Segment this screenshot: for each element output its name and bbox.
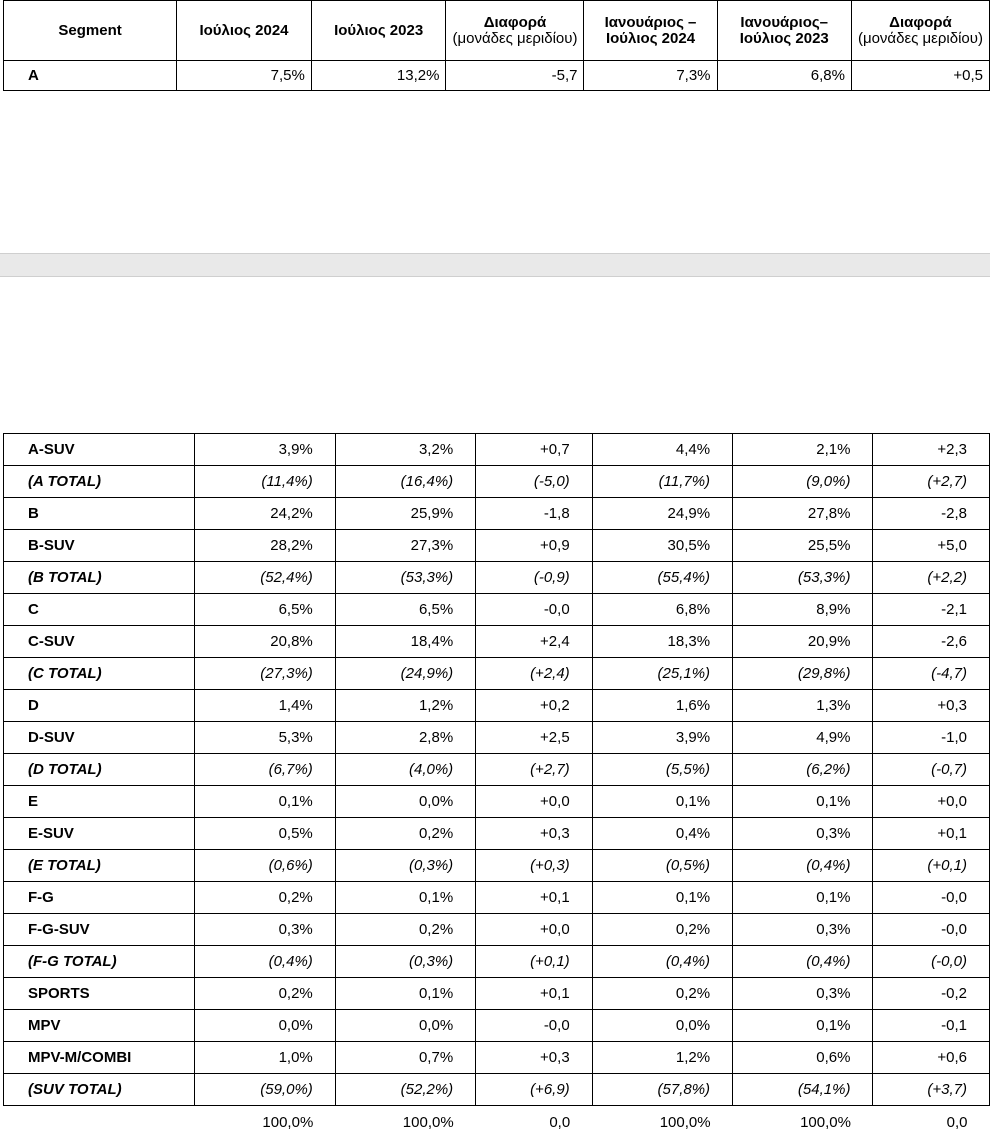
value-cell: -0,0 [476, 594, 593, 626]
value-cell: 6,8% [717, 61, 851, 91]
value-cell: 1,2% [592, 1042, 732, 1074]
value-cell: -2,6 [873, 626, 990, 658]
segment-cell: SPORTS [4, 978, 195, 1010]
segment-cell: MPV-M/COMBI [4, 1042, 195, 1074]
table-row [4, 594, 990, 626]
table-row [4, 914, 990, 946]
value-cell: +0,1 [873, 818, 990, 850]
value-cell: +0,0 [476, 914, 593, 946]
value-cell: (59,0%) [195, 1074, 335, 1106]
value-cell: 0,3% [733, 818, 873, 850]
value-cell: (+6,9) [476, 1074, 593, 1106]
value-cell: 4,9% [733, 722, 873, 754]
value-cell: +0,3 [476, 818, 593, 850]
value-cell: +5,0 [873, 530, 990, 562]
header-row [4, 1, 990, 61]
segment-cell: (E TOTAL) [4, 850, 195, 882]
value-cell: (53,3%) [733, 562, 873, 594]
value-cell: +0,1 [476, 978, 593, 1010]
value-cell: 13,2% [311, 61, 446, 91]
value-cell: (0,5%) [592, 850, 732, 882]
value-cell: 0,1% [335, 882, 475, 914]
value-cell: 3,9% [195, 434, 335, 466]
grand-total-cell: 100,0% [659, 1113, 711, 1131]
value-cell: +0,9 [476, 530, 593, 562]
value-cell: (54,1%) [733, 1074, 873, 1106]
total-row [4, 850, 990, 882]
header-diff-ytd: Διαφορά (μονάδες μεριδίου) [851, 1, 989, 61]
segment-cell: MPV [4, 1010, 195, 1042]
table-row [4, 61, 990, 91]
table-row [4, 498, 990, 530]
value-cell: 6,5% [335, 594, 475, 626]
value-cell: +0,0 [476, 786, 593, 818]
total-row [4, 946, 990, 978]
separator-bar [0, 253, 990, 277]
value-cell: (52,4%) [195, 562, 335, 594]
value-cell: 30,5% [592, 530, 732, 562]
value-cell: (6,2%) [733, 754, 873, 786]
value-cell: (0,6%) [195, 850, 335, 882]
value-cell: -0,0 [476, 1010, 593, 1042]
segment-cell: D-SUV [4, 722, 195, 754]
segment-cell: B-SUV [4, 530, 195, 562]
table-row [4, 690, 990, 722]
value-cell: (52,2%) [335, 1074, 475, 1106]
value-cell: (0,4%) [733, 946, 873, 978]
value-cell: +0,0 [873, 786, 990, 818]
value-cell: 5,3% [195, 722, 335, 754]
segment-cell: D [4, 690, 195, 722]
value-cell: 3,2% [335, 434, 475, 466]
segment-cell: A [4, 61, 177, 91]
value-cell: 8,9% [733, 594, 873, 626]
value-cell: (+2,2) [873, 562, 990, 594]
total-row [4, 466, 990, 498]
value-cell: (+2,4) [476, 658, 593, 690]
total-row [4, 658, 990, 690]
value-cell: +2,5 [476, 722, 593, 754]
value-cell: +0,3 [476, 1042, 593, 1074]
value-cell: 0,1% [592, 786, 732, 818]
value-cell: 0,2% [335, 818, 475, 850]
value-cell: (9,0%) [733, 466, 873, 498]
value-cell: 1,0% [195, 1042, 335, 1074]
table-row [4, 626, 990, 658]
value-cell: -0,1 [873, 1010, 990, 1042]
segment-cell [4, 1106, 195, 1139]
total-row [4, 562, 990, 594]
table-row [4, 818, 990, 850]
value-cell: 0,0% [335, 1010, 475, 1042]
value-cell: +2,4 [476, 626, 593, 658]
value-cell: (4,0%) [335, 754, 475, 786]
segment-cell: F-G [4, 882, 195, 914]
value-cell: -0,2 [873, 978, 990, 1010]
value-cell: (11,7%) [592, 466, 732, 498]
value-cell: (57,8%) [592, 1074, 732, 1106]
segment-cell: (C TOTAL) [4, 658, 195, 690]
value-cell: 6,8% [592, 594, 732, 626]
value-cell: 0,3% [733, 978, 873, 1010]
value-cell: 20,9% [733, 626, 873, 658]
value-cell: -1,0 [873, 722, 990, 754]
top-segment-table [3, 0, 990, 91]
table-row [4, 1042, 990, 1074]
value-cell: +0,7 [476, 434, 593, 466]
value-cell: (24,9%) [335, 658, 475, 690]
value-cell: 0,1% [335, 978, 475, 1010]
value-cell: (+3,7) [873, 1074, 990, 1106]
value-cell: (-0,7) [873, 754, 990, 786]
value-cell: (0,4%) [592, 946, 732, 978]
table-row [4, 530, 990, 562]
value-cell: (+0,3) [476, 850, 593, 882]
value-cell: 0,2% [592, 914, 732, 946]
segment-cell: B [4, 498, 195, 530]
segment-cell: C [4, 594, 195, 626]
value-cell: 6,5% [195, 594, 335, 626]
value-cell: -0,0 [873, 914, 990, 946]
value-cell: (+0,1) [476, 946, 593, 978]
value-cell: (-4,7) [873, 658, 990, 690]
segment-cell: A-SUV [4, 434, 195, 466]
value-cell: 0,2% [195, 882, 335, 914]
table-row [4, 722, 990, 754]
value-cell: 24,9% [592, 498, 732, 530]
value-cell: 0,4% [592, 818, 732, 850]
header-jan-jul-2023: Ιανουάριος– Ιούλιος 2023 [717, 1, 851, 61]
table-row [4, 1010, 990, 1042]
value-cell: 3,9% [592, 722, 732, 754]
grand-total-cell: 100,0% [402, 1113, 454, 1131]
total-row [4, 754, 990, 786]
value-cell: (-0,0) [873, 946, 990, 978]
value-cell: (27,3%) [195, 658, 335, 690]
value-cell: (+2,7) [476, 754, 593, 786]
value-cell: 25,9% [335, 498, 475, 530]
value-cell: 0,1% [733, 1010, 873, 1042]
header-segment: Segment [4, 1, 177, 61]
grand-total-row [4, 1106, 990, 1139]
value-cell: (0,4%) [733, 850, 873, 882]
value-cell: 2,8% [335, 722, 475, 754]
header-jan-jul-2024: Ιανουάριος – Ιούλιος 2024 [584, 1, 717, 61]
value-cell: 0,6% [733, 1042, 873, 1074]
value-cell: (-0,9) [476, 562, 593, 594]
header-july-2024: Ιούλιος 2024 [177, 1, 312, 61]
main-segment-table [3, 433, 990, 1138]
value-cell: (0,3%) [335, 946, 475, 978]
value-cell: (5,5%) [592, 754, 732, 786]
value-cell: 0,0% [195, 1010, 335, 1042]
total-row [4, 1074, 990, 1106]
value-cell: 25,5% [733, 530, 873, 562]
value-cell: 1,4% [195, 690, 335, 722]
value-cell: (16,4%) [335, 466, 475, 498]
value-cell: 0,1% [733, 786, 873, 818]
table-row [4, 882, 990, 914]
value-cell: 0,3% [195, 914, 335, 946]
segment-cell: E [4, 786, 195, 818]
value-cell: 27,8% [733, 498, 873, 530]
value-cell: 20,8% [195, 626, 335, 658]
value-cell: 2,1% [733, 434, 873, 466]
table-row [4, 434, 990, 466]
value-cell: 1,2% [335, 690, 475, 722]
segment-cell: (D TOTAL) [4, 754, 195, 786]
value-cell: (+2,7) [873, 466, 990, 498]
segment-cell: C-SUV [4, 626, 195, 658]
segment-cell: (F-G TOTAL) [4, 946, 195, 978]
value-cell: 0,5% [195, 818, 335, 850]
value-cell: 27,3% [335, 530, 475, 562]
value-cell: (-5,0) [476, 466, 593, 498]
value-cell: +0,5 [851, 61, 989, 91]
grand-total-cell: 0,0 [549, 1113, 571, 1131]
segment-cell: E-SUV [4, 818, 195, 850]
value-cell: (55,4%) [592, 562, 732, 594]
value-cell: +0,1 [476, 882, 593, 914]
value-cell: -0,0 [873, 882, 990, 914]
value-cell: (11,4%) [195, 466, 335, 498]
value-cell: 28,2% [195, 530, 335, 562]
grand-total-cell: 100,0% [262, 1113, 314, 1131]
value-cell: -5,7 [446, 61, 584, 91]
value-cell: 18,3% [592, 626, 732, 658]
value-cell: 0,1% [592, 882, 732, 914]
value-cell: 0,2% [592, 978, 732, 1010]
value-cell: 7,5% [177, 61, 312, 91]
grand-total-cell: 100,0% [800, 1113, 851, 1131]
value-cell: 0,1% [733, 882, 873, 914]
value-cell: (29,8%) [733, 658, 873, 690]
value-cell: +0,6 [873, 1042, 990, 1074]
value-cell: 0,0% [592, 1010, 732, 1042]
grand-total-cell: 0,0 [946, 1113, 968, 1131]
value-cell: (0,4%) [195, 946, 335, 978]
segment-cell: (B TOTAL) [4, 562, 195, 594]
value-cell: 0,2% [195, 978, 335, 1010]
value-cell: 4,4% [592, 434, 732, 466]
value-cell: (25,1%) [592, 658, 732, 690]
value-cell: +2,3 [873, 434, 990, 466]
segment-cell: (SUV TOTAL) [4, 1074, 195, 1106]
value-cell: -2,8 [873, 498, 990, 530]
table-row [4, 978, 990, 1010]
segment-cell: F-G-SUV [4, 914, 195, 946]
segment-cell: (A TOTAL) [4, 466, 195, 498]
value-cell: +0,3 [873, 690, 990, 722]
value-cell: 0,2% [335, 914, 475, 946]
header-july-2023: Ιούλιος 2023 [311, 1, 446, 61]
value-cell: 24,2% [195, 498, 335, 530]
table-row [4, 786, 990, 818]
value-cell: (53,3%) [335, 562, 475, 594]
value-cell: 0,1% [195, 786, 335, 818]
value-cell: 0,0% [335, 786, 475, 818]
value-cell: (+0,1) [873, 850, 990, 882]
header-diff-month: Διαφορά (μονάδες μεριδίου) [446, 1, 584, 61]
value-cell: +0,2 [476, 690, 593, 722]
value-cell: 0,3% [733, 914, 873, 946]
value-cell: -1,8 [476, 498, 593, 530]
value-cell: 7,3% [584, 61, 717, 91]
value-cell: 1,6% [592, 690, 732, 722]
value-cell: (6,7%) [195, 754, 335, 786]
value-cell: 1,3% [733, 690, 873, 722]
value-cell: (0,3%) [335, 850, 475, 882]
value-cell: -2,1 [873, 594, 990, 626]
value-cell: 0,7% [335, 1042, 475, 1074]
value-cell: 18,4% [335, 626, 475, 658]
